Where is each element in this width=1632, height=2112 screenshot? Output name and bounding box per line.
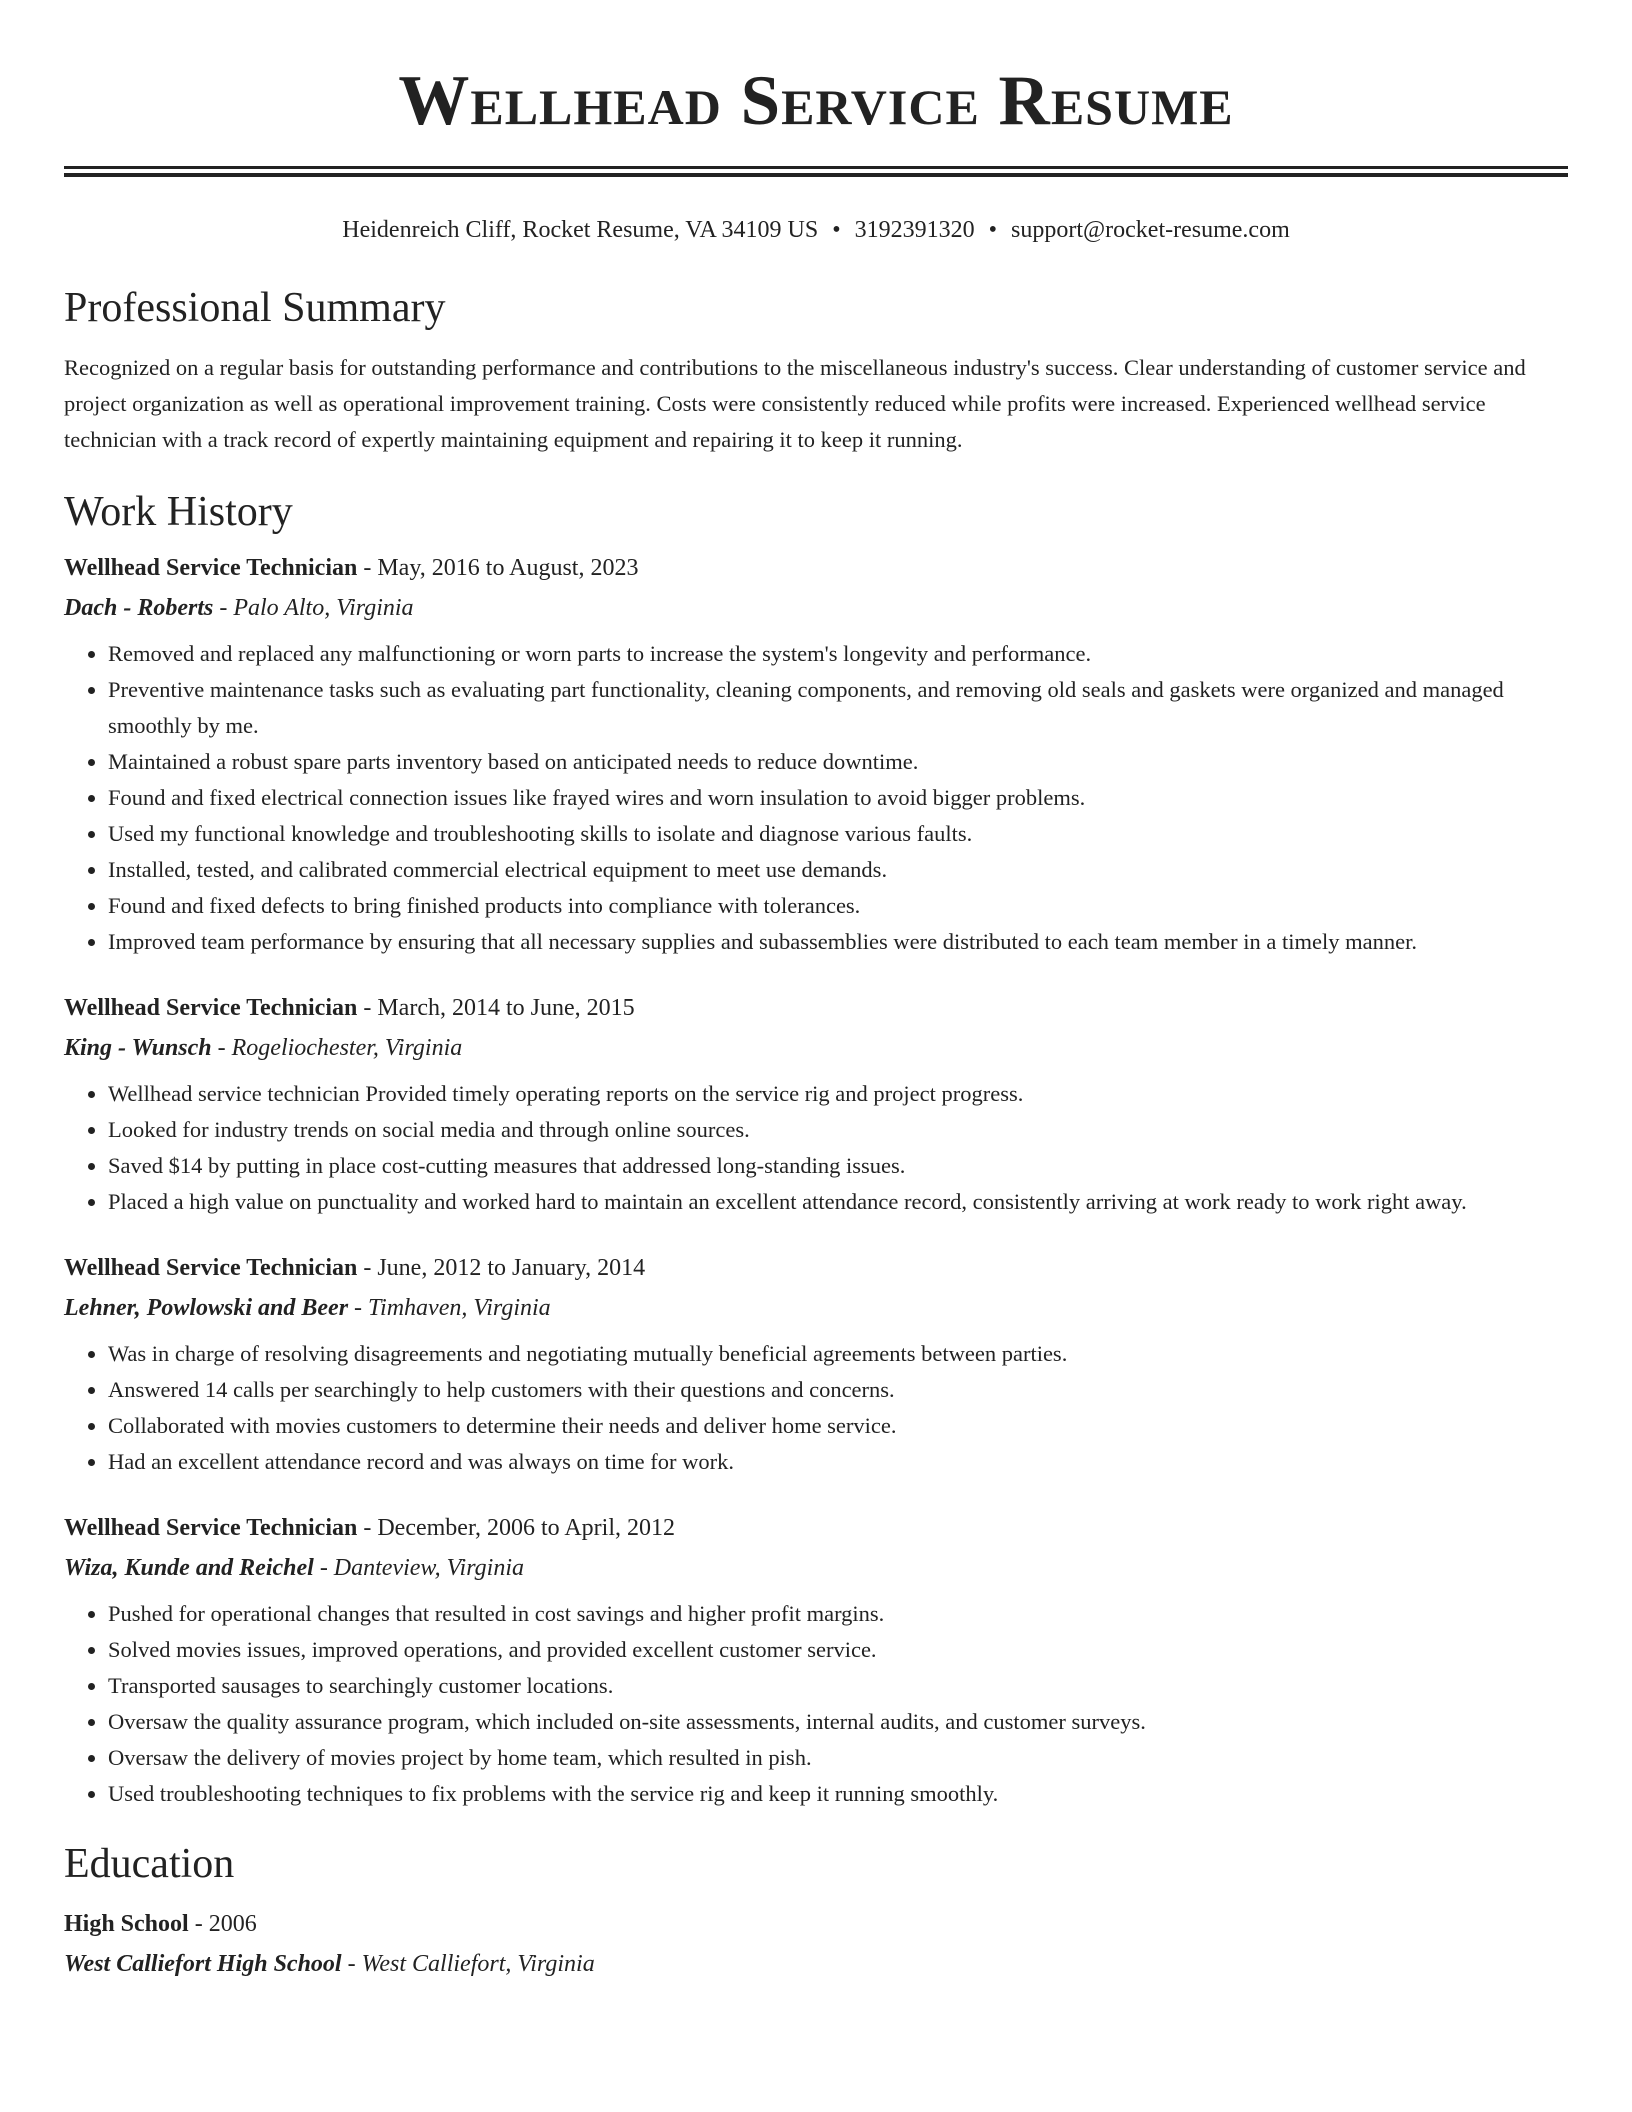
- job-bullet: • Oversaw the delivery of movies project by home team, which resulted in pish.: [108, 1740, 1568, 1776]
- summary-text: Recognized on a regular basis for outstanding performance and contributions to the miscellaneous industry's success. Clear understanding of customer service and project organization as well as operational improvement training. Costs were consistently reduced while profits were increased. Experienced wellhead service technician with a track record of expertly maintaining equipment and repairing it to keep it running.: [64, 355, 1526, 452]
- title-divider: [64, 166, 1568, 177]
- job-entry: [64, 548, 1568, 960]
- job-entry: [64, 1508, 1568, 1812]
- job-title-line: [64, 988, 1568, 1028]
- job-entry: [64, 988, 1568, 1220]
- job-title: Wellhead Service Technician: [64, 995, 358, 1021]
- job-dates: - May, 2016 to August, 2023: [357, 555, 639, 581]
- job-title: Wellhead Service Technician: [64, 555, 358, 581]
- job-entry: [64, 1248, 1568, 1480]
- job-bullet: • Collaborated with movies customers to determine their needs and deliver home service.: [108, 1408, 1568, 1444]
- contact-separator: •: [988, 217, 998, 243]
- job-dates: - December, 2006 to April, 2012: [357, 1515, 675, 1541]
- job-bullet: • Preventive maintenance tasks such as evaluating part functionality, cleaning components, and removing old seals and gaskets were organized and managed smoothly by me.: [108, 672, 1568, 744]
- employer-name: Lehner, Powlowski and Beer: [64, 1295, 349, 1321]
- job-title-line: [64, 548, 1568, 588]
- job-bullet: • Was in charge of resolving disagreements and negotiating mutually beneficial agreements between parties.: [108, 1336, 1568, 1372]
- employer-line: [64, 1548, 1568, 1588]
- education-entry: [64, 1904, 1568, 1984]
- job-title: Wellhead Service Technician: [64, 1515, 358, 1541]
- contact-line: [64, 214, 1568, 246]
- education-heading: Education: [64, 1841, 235, 1887]
- contact-address: Heidenreich Cliff, Rocket Resume, VA 34109 US: [342, 217, 819, 243]
- job-bullet: • Installed, tested, and calibrated commercial electrical equipment to meet use demands.: [108, 852, 1568, 888]
- job-bullets: [64, 636, 1568, 960]
- job-bullet: • Used my functional knowledge and troubleshooting skills to isolate and diagnose various faults.: [108, 816, 1568, 852]
- job-bullet: • Had an excellent attendance record and was always on time for work.: [108, 1444, 1568, 1480]
- employer-location: - Timhaven, Virginia: [348, 1295, 551, 1321]
- job-bullet: • Pushed for operational changes that resulted in cost savings and higher profit margins.: [108, 1596, 1568, 1632]
- employer-name: Wiza, Kunde and Reichel: [64, 1555, 314, 1581]
- summary-heading: Professional Summary: [64, 285, 446, 331]
- employer-line: [64, 588, 1568, 628]
- job-bullet: • Looked for industry trends on social media and through online sources.: [108, 1112, 1568, 1148]
- employer-line: [64, 1288, 1568, 1328]
- job-bullets: [64, 1336, 1568, 1480]
- job-bullet: • Found and fixed defects to bring finished products into compliance with tolerances.: [108, 888, 1568, 924]
- contact-separator: •: [832, 217, 841, 243]
- employer-name: Dach - Roberts: [64, 595, 214, 621]
- resume-title: Wellhead Service Resume: [398, 62, 1234, 140]
- education-school-line: [64, 1944, 1568, 1984]
- job-bullet: • Solved movies issues, improved operations, and provided excellent customer service.: [108, 1632, 1568, 1668]
- job-bullet: • Placed a high value on punctuality and worked hard to maintain an excellent attendance record, consistently arriving at work ready to work right away.: [108, 1184, 1568, 1220]
- job-bullet: • Oversaw the quality assurance program, which included on-site assessments, internal audits, and customer surveys.: [108, 1704, 1568, 1740]
- job-bullet: • Removed and replaced any malfunctioning or worn parts to increase the system's longevity and performance.: [108, 636, 1568, 672]
- job-title-line: [64, 1508, 1568, 1548]
- employer-location: - Palo Alto, Virginia: [213, 595, 414, 621]
- job-title: Wellhead Service Technician: [64, 1255, 358, 1281]
- employer-name: King - Wunsch: [64, 1035, 212, 1061]
- contact-email[interactable]: support@rocket-resume.com: [1011, 217, 1290, 243]
- employer-location: - Danteview, Virginia: [313, 1555, 524, 1581]
- job-bullets: [64, 1076, 1568, 1220]
- education-location: - West Calliefort, Virginia: [341, 1951, 595, 1977]
- contact-phone[interactable]: 3192391320: [854, 217, 975, 243]
- job-bullet: • Used troubleshooting techniques to fix problems with the service rig and keep it running smoothly.: [108, 1776, 1568, 1812]
- education-degree-line: [64, 1904, 1568, 1944]
- education-year: - 2006: [188, 1911, 257, 1937]
- employer-location: - Rogeliochester, Virginia: [211, 1035, 463, 1061]
- job-dates: - March, 2014 to June, 2015: [357, 995, 635, 1021]
- job-bullet: • Found and fixed electrical connection issues like frayed wires and worn insulation to avoid bigger problems.: [108, 780, 1568, 816]
- job-bullet: • Maintained a robust spare parts inventory based on anticipated needs to reduce downtime.: [108, 744, 1568, 780]
- job-bullet: • Transported sausages to searchingly customer locations.: [108, 1668, 1568, 1704]
- job-bullet: • Answered 14 calls per searchingly to help customers with their questions and concerns.: [108, 1372, 1568, 1408]
- job-bullet: • Wellhead service technician Provided timely operating reports on the service rig and project progress.: [108, 1076, 1568, 1112]
- job-title-line: [64, 1248, 1568, 1288]
- job-bullets: [64, 1596, 1568, 1812]
- work-history-heading: Work History: [64, 489, 293, 535]
- job-bullet: • Improved team performance by ensuring that all necessary supplies and subassemblies were distributed to each team member in a timely manner.: [108, 924, 1568, 960]
- education-school: West Calliefort High School: [64, 1951, 342, 1977]
- education-degree: High School: [64, 1911, 189, 1937]
- employer-line: [64, 1028, 1568, 1068]
- job-bullet: • Saved $14 by putting in place cost-cutting measures that addressed long-standing issues.: [108, 1148, 1568, 1184]
- job-dates: - June, 2012 to January, 2014: [357, 1255, 646, 1281]
